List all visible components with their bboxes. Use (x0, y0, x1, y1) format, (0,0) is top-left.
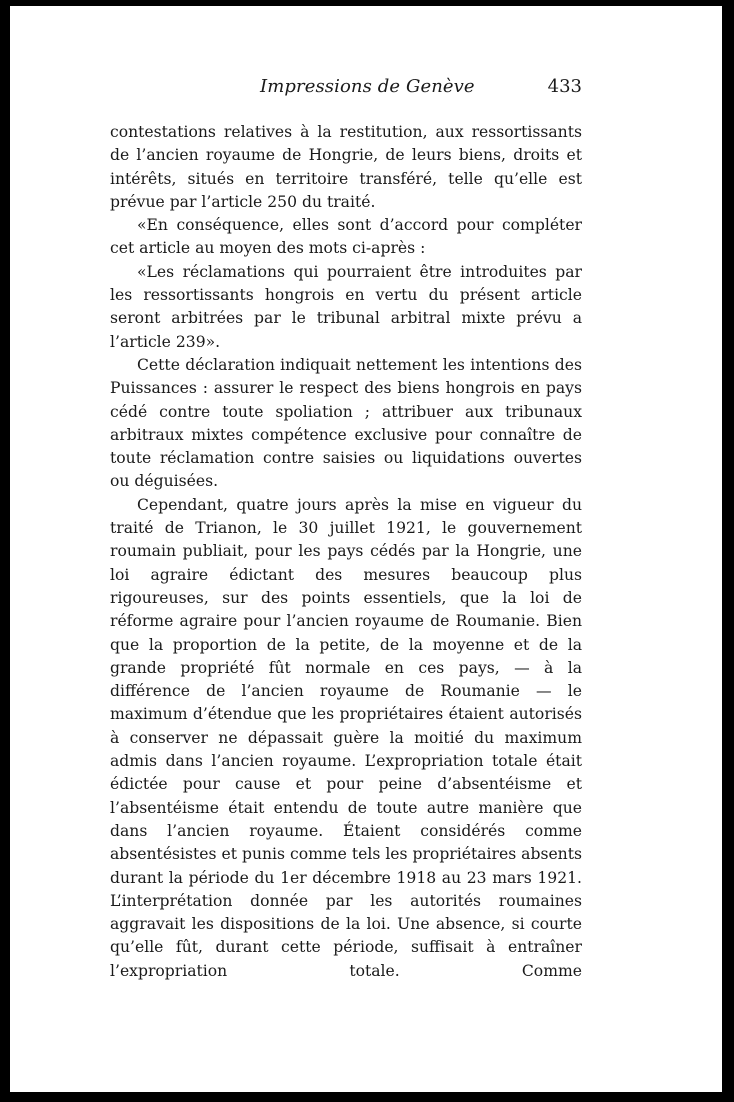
paragraph-trianon: Cependant, quatre jours après la mise en vigueur du traité de Trianon, le 30 juillet 1921, le gouvernement roumain publiait, pour les pays cédés par la Hongrie, une loi agraire édictant des mesures beaucoup plus rigoureuses, sur des points essentiels, que la loi de réforme agraire pour l’ancien royaume de Roumanie. Bien que la proportion de la petite, de la moyenne et de la grande propriété fût normale en ces pays, — à la différence de l’ancien royaume de Roumanie — le maximum d’étendue que les propriétaires étaient autorisés à conserver ne dépassait guère la moitié du maximum admis dans l’ancien royaume. L’expropriation totale était édictée pour cause et pour peine d’absentéisme et l’absentéisme était entendu de toute autre manière que dans l’ancien royaume. Étaient considérés comme absentésistes et punis comme tels les propriétaires absents durant la période du 1er décembre 1918 au 23 mars 1921. L’interprétation donnée par les autorités roumaines aggravait les dispositions de la loi. Une absence, si courte qu’elle fût, durant cette période, suffisait à entraîner l’expropriation totale. Comme (110, 495, 582, 980)
running-title: Impressions de Genève (260, 76, 475, 97)
page-number: 433 (547, 76, 582, 97)
paragraph-continuation: contestations relatives à la restitution, aux ressortissants de l’ancien royaume de Hongrie, de leurs biens, droits et intérêts, situés en territoire transféré, telle qu’elle est prévue par l’article 250 du traité. (110, 123, 582, 211)
running-head (110, 76, 582, 106)
paragraph-quote-intro: «En conséquence, elles sont d’accord pour compléter cet article au moyen des mots ci-après : (110, 216, 582, 258)
paragraph-quote-text: «Les réclamations qui pourraient être introduites par les ressortissants hongrois en vertu du présent article seront arbitrées par le tribunal arbitral mixte prévu a l’article 239». (110, 262, 582, 351)
text-body (110, 121, 582, 983)
paragraph-declaration: Cette déclaration indiquait nettement les intentions des Puissances : assurer le respect des biens hongrois en pays cédé contre toute spoliation ; attribuer aux tribunaux arbitraux mixtes compétence exclusive pour connaître de toute réclamation contre saisies ou liquidations ouvertes ou déguisées. (110, 355, 582, 491)
